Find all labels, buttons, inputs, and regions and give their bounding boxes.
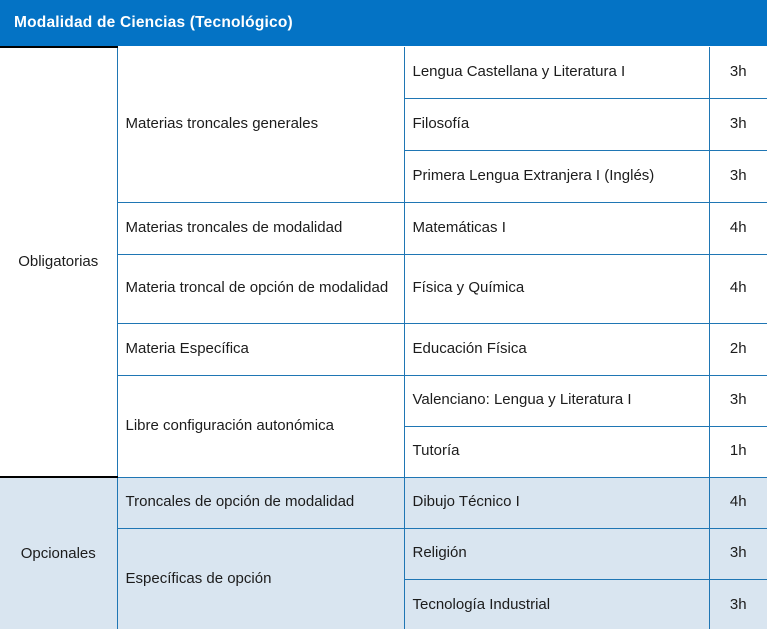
subject-cell: Educación Física [404,323,709,375]
hours-cell: 3h [709,528,767,579]
subject-cell: Filosofía [404,98,709,150]
subject-cell: Lengua Castellana y Literatura I [404,47,709,98]
subject-cell: Matemáticas I [404,202,709,254]
subject-cell: Tutoría [404,426,709,477]
hours-cell: 3h [709,375,767,426]
hours-cell: 3h [709,150,767,202]
subject-cell: Tecnología Industrial [404,579,709,629]
hours-cell: 3h [709,579,767,629]
category-cell-opcionales: Opcionales [0,477,117,629]
hours-cell: 4h [709,254,767,323]
group-cell: Materia troncal de opción de modalidad [117,254,404,323]
table-row [0,477,767,528]
subject-cell: Primera Lengua Extranjera I (Inglés) [404,150,709,202]
page-title: Modalidad de Ciencias (Tecnológico) [14,14,293,31]
hours-cell: 4h [709,202,767,254]
hours-cell: 1h [709,426,767,477]
hours-cell: 3h [709,98,767,150]
subject-cell: Dibujo Técnico I [404,477,709,528]
subject-cell: Física y Química [404,254,709,323]
category-cell-obligatorias: Obligatorias [0,47,117,477]
group-cell: Materias troncales de modalidad [117,202,404,254]
table-row [0,47,767,98]
hours-cell: 3h [709,47,767,98]
table-title-bar [0,0,767,46]
hours-cell: 2h [709,323,767,375]
subject-cell: Valenciano: Lengua y Literatura I [404,375,709,426]
group-cell: Troncales de opción de modalidad [117,477,404,528]
group-cell: Materias troncales generales [117,47,404,202]
group-cell: Materia Específica [117,323,404,375]
curriculum-table [0,46,767,629]
group-cell: Libre configuración autonómica [117,375,404,477]
hours-cell: 4h [709,477,767,528]
subject-cell: Religión [404,528,709,579]
group-cell: Específicas de opción [117,528,404,629]
